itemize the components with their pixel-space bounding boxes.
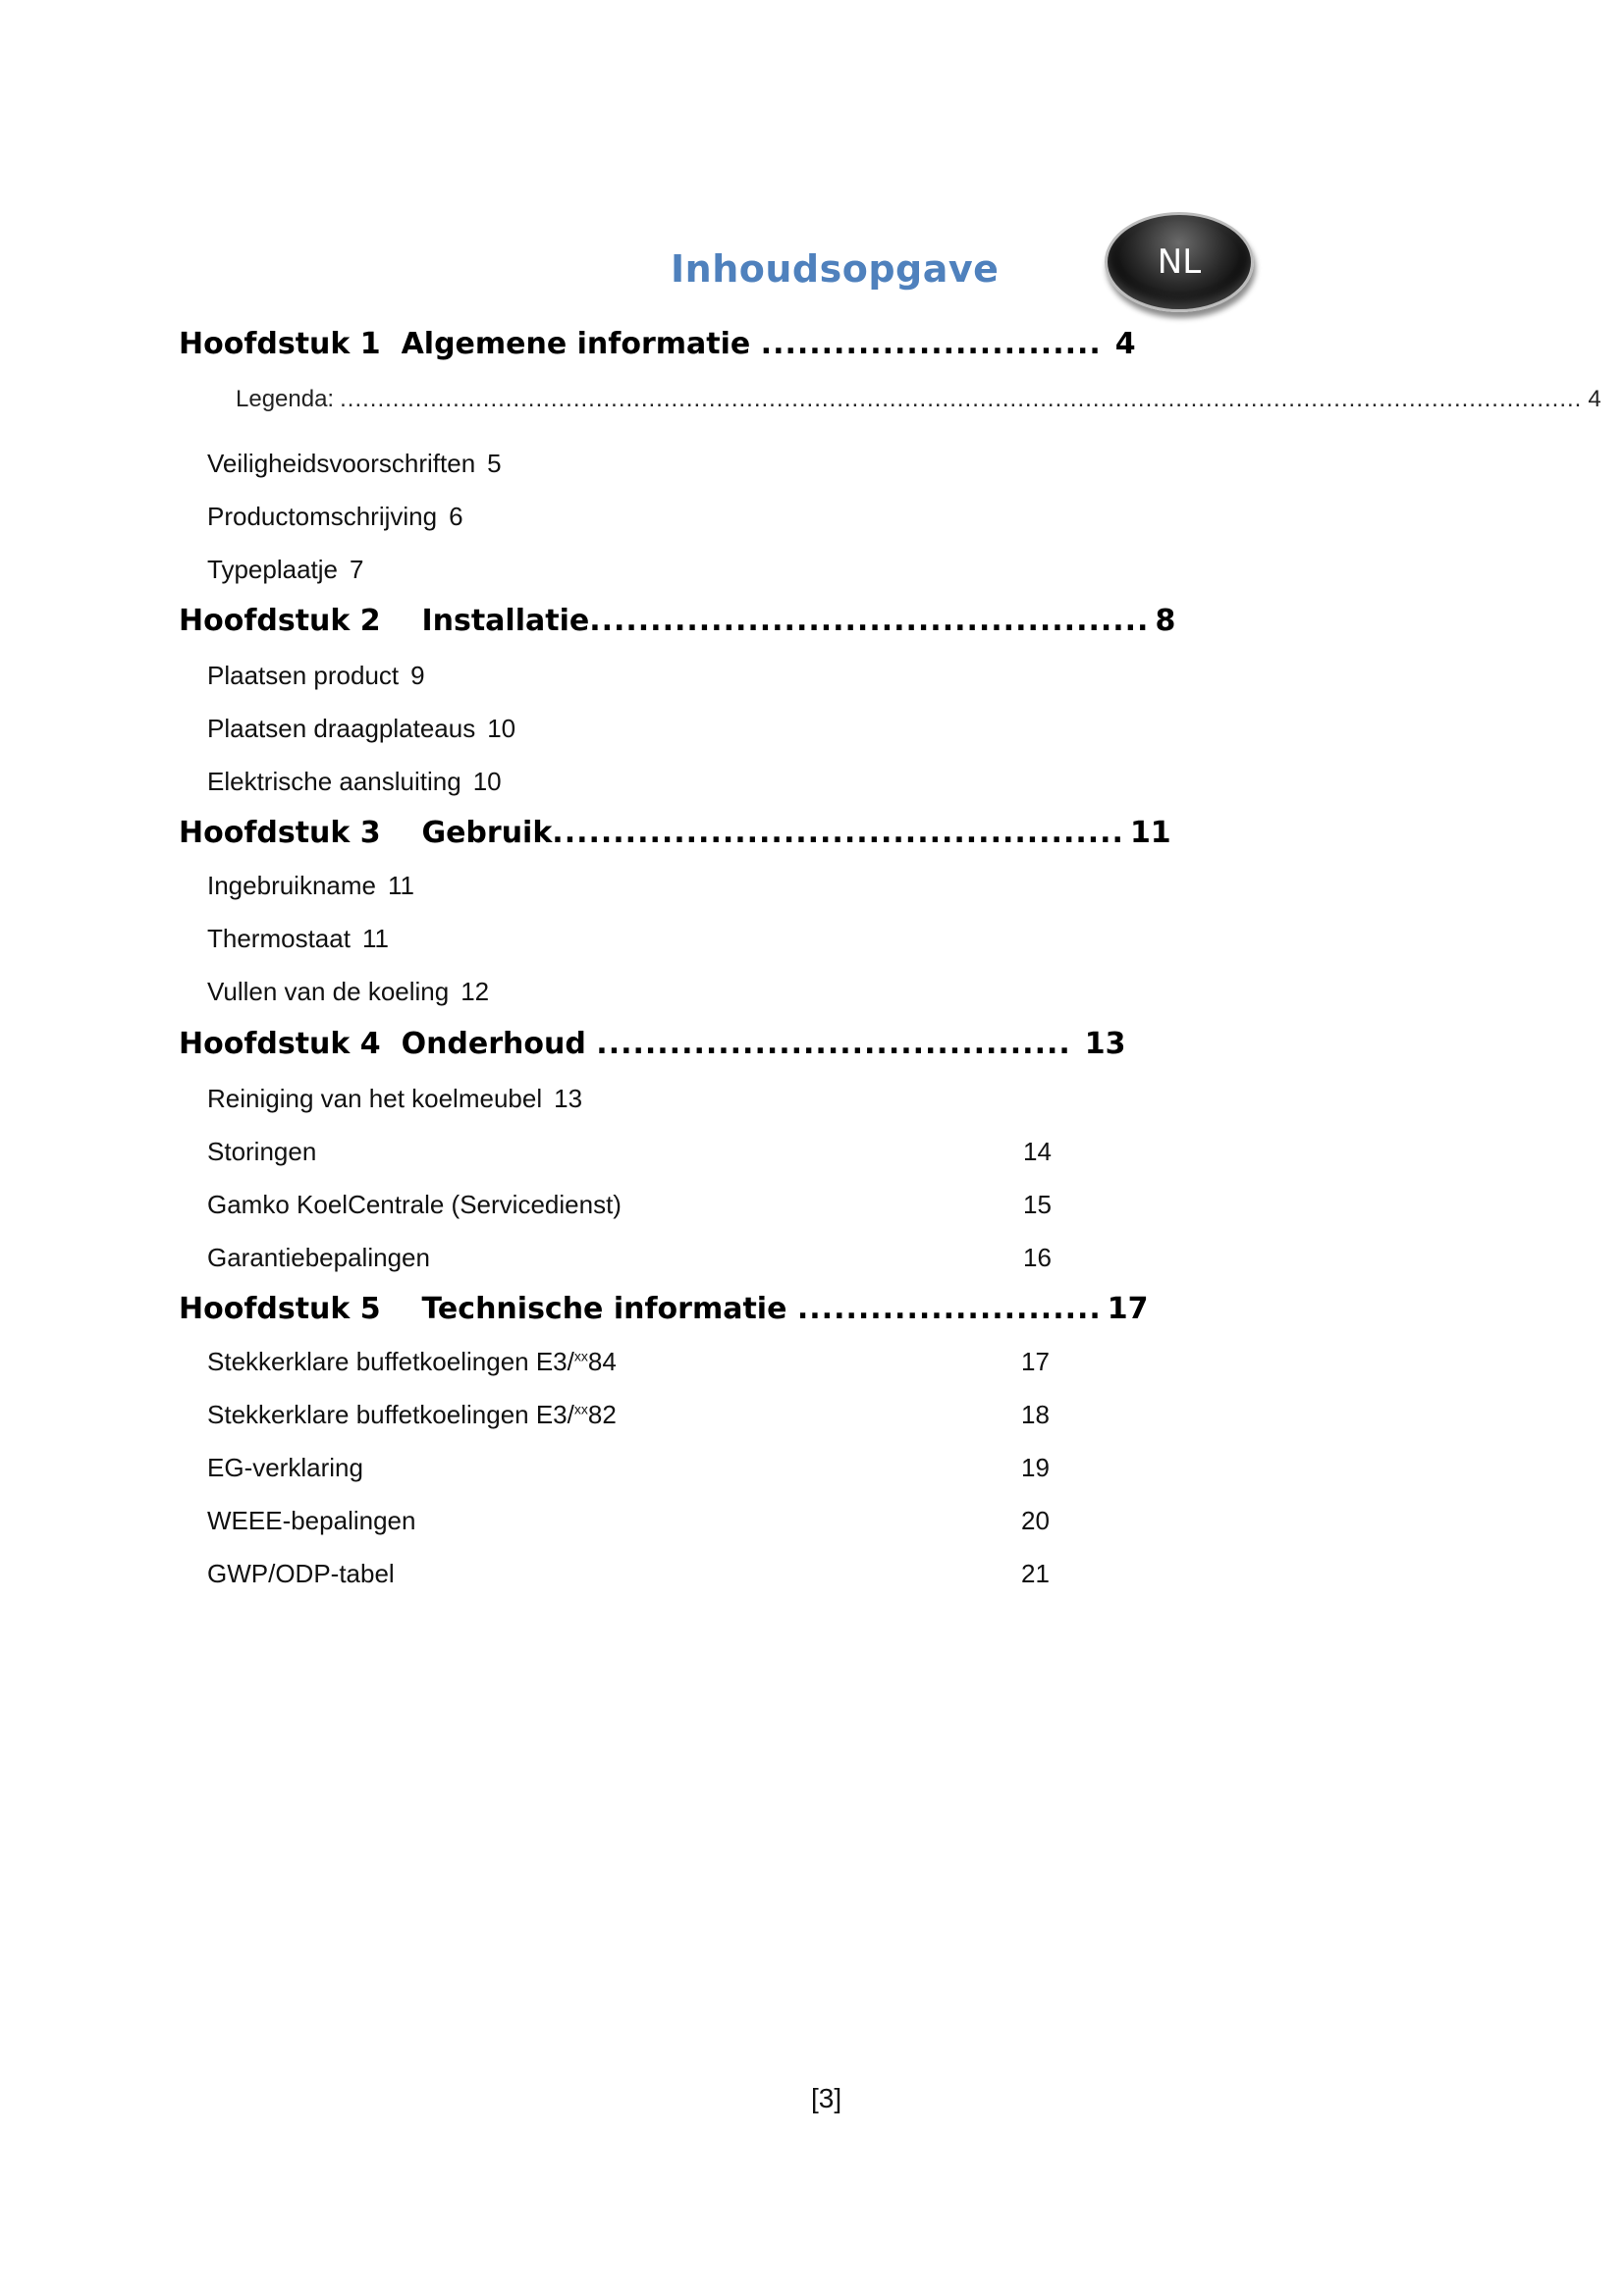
language-badge: NL <box>1105 212 1254 312</box>
section-label: Productomschrijving <box>207 502 438 531</box>
toc-section-label[interactable]: WEEE-bepalingen <box>207 1506 416 1535</box>
section-page: 10 <box>472 767 502 796</box>
section-label: Ingebruikname <box>207 871 376 900</box>
toc-section-page: 14 <box>1023 1137 1052 1166</box>
toc-section-label[interactable]: Gamko KoelCentrale (Servicedienst) <box>207 1190 622 1219</box>
chapter-label: Hoofdstuk 3 Gebruik <box>179 816 553 850</box>
toc-chapter-1[interactable] <box>179 327 1136 361</box>
toc-section[interactable] <box>207 502 463 532</box>
section-label: Vullen van de koeling <box>207 977 450 1006</box>
section-label: Plaatsen product <box>207 661 400 690</box>
toc-section[interactable] <box>207 871 414 901</box>
label-superscript: xx <box>573 1401 588 1417</box>
page-title: Inhoudsopgave <box>671 247 1000 291</box>
chapter-page: 8 <box>1155 604 1176 638</box>
legend-page: 4 <box>1588 386 1601 412</box>
toc-section-page: 17 <box>1021 1347 1050 1376</box>
chapter-label: Hoofdstuk 2 Installatie <box>179 604 590 638</box>
toc-section-page: 16 <box>1023 1243 1052 1272</box>
section-label: Reiniging van het koelmeubel <box>207 1084 543 1113</box>
toc-chapter-4[interactable] <box>179 1027 1126 1061</box>
chapter-label: Hoofdstuk 5 Technische informatie <box>179 1292 797 1326</box>
page-number: [3] <box>811 2083 842 2113</box>
dot-leader: ..................................................................................................................................................................... <box>340 386 1583 412</box>
toc-section-label[interactable] <box>207 1347 617 1377</box>
dot-leader: ......................... <box>796 1292 1102 1326</box>
toc-section-page: 19 <box>1021 1453 1050 1482</box>
section-label: Thermostaat <box>207 924 351 953</box>
label-prefix: Stekkerklare buffetkoelingen E3/ <box>207 1347 574 1376</box>
toc-section-label[interactable]: Garantiebepalingen <box>207 1243 430 1272</box>
chapter-label: Hoofdstuk 1 Algemene informatie <box>179 327 761 361</box>
toc-section[interactable] <box>207 555 363 585</box>
label-prefix: Stekkerklare buffetkoelingen E3/ <box>207 1400 574 1429</box>
toc-section[interactable] <box>207 661 425 691</box>
toc-section-page: 15 <box>1023 1190 1052 1219</box>
section-page: 11 <box>361 924 389 953</box>
toc-section[interactable] <box>207 977 489 1007</box>
toc-legend[interactable] <box>236 386 1601 413</box>
toc-section-label[interactable]: EG-verklaring <box>207 1453 363 1482</box>
dot-leader: ............................................... <box>552 816 1124 850</box>
toc-chapter-5[interactable] <box>179 1292 1149 1326</box>
section-page: 6 <box>449 502 463 531</box>
dot-leader: ............................ <box>760 327 1102 361</box>
toc-section[interactable] <box>207 449 502 479</box>
label-superscript: xx <box>573 1348 588 1364</box>
toc-section[interactable] <box>207 714 515 744</box>
toc-section-label[interactable]: Storingen <box>207 1137 317 1166</box>
section-page: 10 <box>487 714 516 743</box>
section-label: Elektrische aansluiting <box>207 767 461 796</box>
dot-leader: .............................................. <box>589 604 1150 638</box>
section-page: 5 <box>487 449 502 478</box>
chapter-page: 4 <box>1114 327 1136 361</box>
section-label: Typeplaatje <box>207 555 338 584</box>
legend-label: Legenda: <box>236 386 335 412</box>
section-page: 12 <box>460 977 490 1006</box>
section-page: 11 <box>388 871 414 900</box>
toc-section[interactable] <box>207 767 502 797</box>
chapter-page: 17 <box>1107 1292 1149 1326</box>
toc-section-page: 18 <box>1021 1400 1050 1429</box>
chapter-page: 11 <box>1129 816 1171 850</box>
chapter-label: Hoofdstuk 4 Onderhoud <box>179 1027 597 1061</box>
toc-section-page: 20 <box>1021 1506 1050 1535</box>
chapter-page: 13 <box>1084 1027 1126 1061</box>
dot-leader: ....................................... <box>596 1027 1071 1061</box>
section-page: 13 <box>554 1084 583 1113</box>
toc-section-label[interactable]: GWP/ODP-tabel <box>207 1559 395 1588</box>
toc-section-label[interactable] <box>207 1400 617 1430</box>
label-suffix: 82 <box>587 1400 617 1429</box>
label-suffix: 84 <box>587 1347 617 1376</box>
section-page: 9 <box>410 661 425 690</box>
section-label: Veiligheidsvoorschriften <box>207 449 476 478</box>
toc-section[interactable] <box>207 924 389 954</box>
toc-chapter-2[interactable] <box>179 604 1175 638</box>
section-page: 7 <box>349 555 364 584</box>
toc-chapter-3[interactable] <box>179 816 1171 850</box>
toc-section[interactable] <box>207 1084 582 1114</box>
toc-section-page: 21 <box>1021 1559 1050 1588</box>
section-label: Plaatsen draagplateaus <box>207 714 476 743</box>
